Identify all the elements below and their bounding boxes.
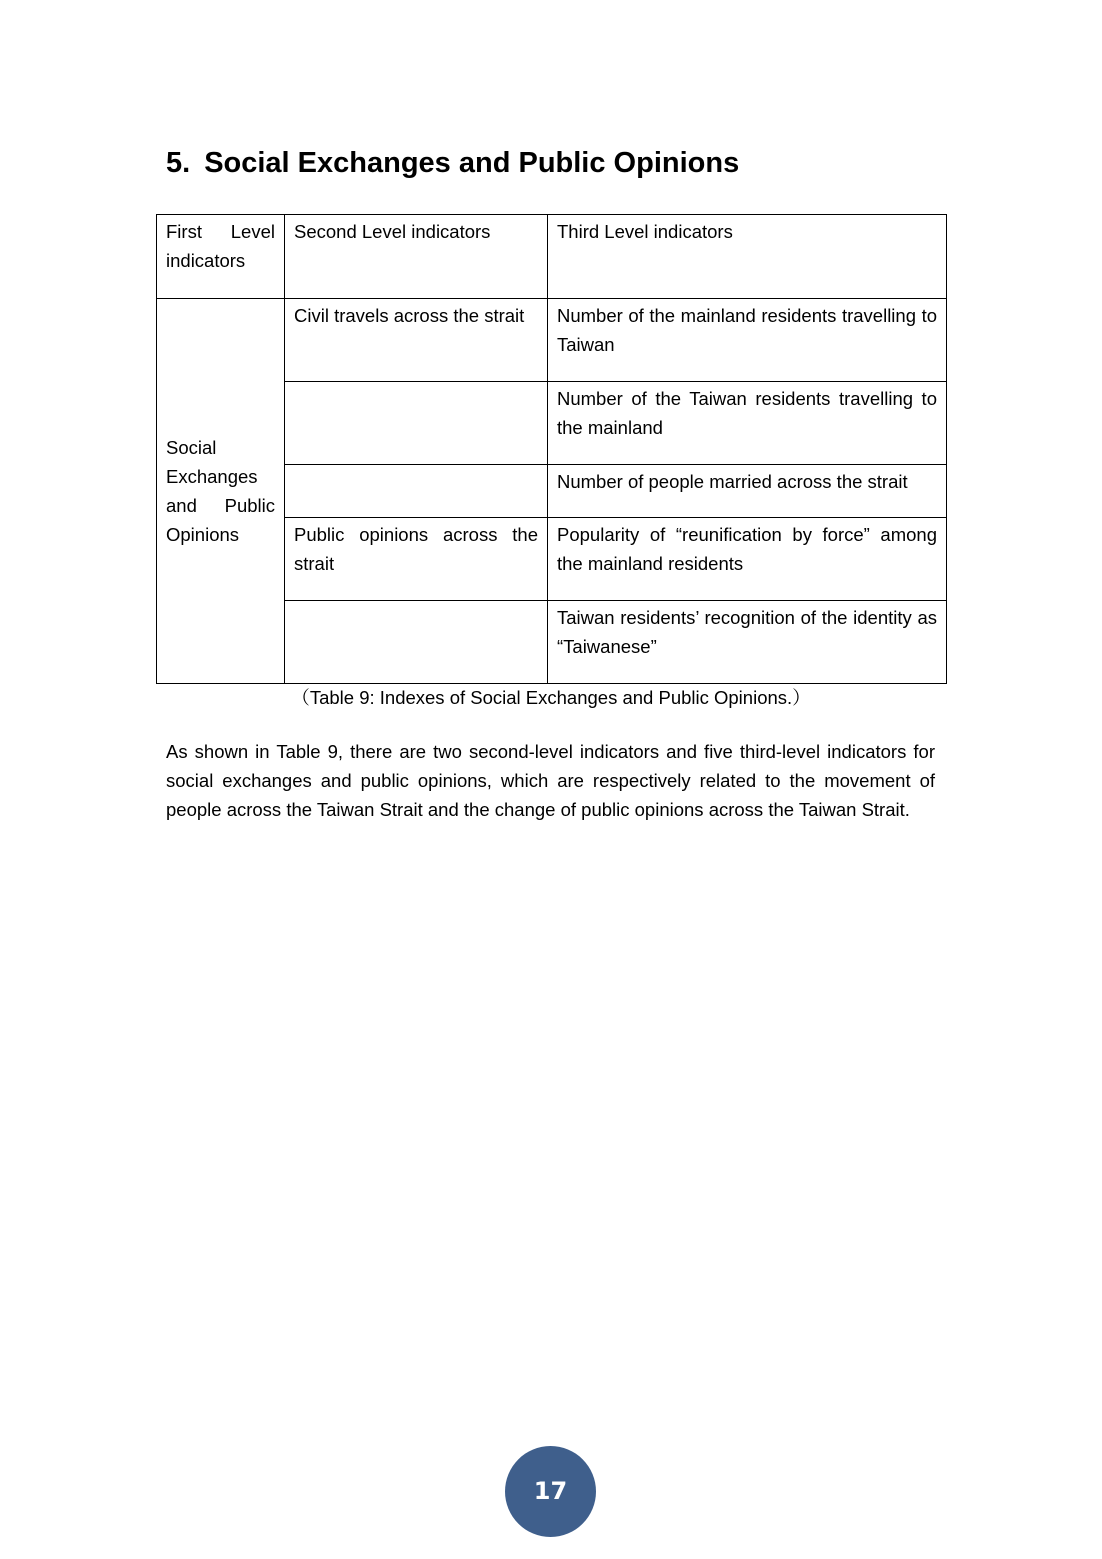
section-title: Social Exchanges and Public Opinions xyxy=(204,147,740,179)
page-number-badge: 17 xyxy=(505,1446,596,1537)
third-level-cell: Number of the Taiwan residents travelling to the mainland xyxy=(548,382,947,465)
table-header-row xyxy=(157,215,947,299)
second-level-cell: Public opinions across the strait xyxy=(285,518,548,601)
section-number: 5. xyxy=(166,147,191,179)
second-level-cell xyxy=(285,465,548,518)
header-first-level: First Level indicators xyxy=(157,215,285,299)
third-level-cell: Popularity of “reunification by force” among the mainland residents xyxy=(548,518,947,601)
third-level-cell: Number of the mainland residents travelling to Taiwan xyxy=(548,299,947,382)
indicators-table xyxy=(156,214,947,684)
second-level-cell xyxy=(285,601,548,684)
second-level-cell: Civil travels across the strait xyxy=(285,299,548,382)
table-row xyxy=(157,299,947,382)
third-level-cell: Taiwan residents’ recognition of the identity as “Taiwanese” xyxy=(548,601,947,684)
body-paragraph: As shown in Table 9, there are two second-level indicators and five third-level indicators for social exchanges and public opinions, which are respectively related to the movement of people across the Taiwan Strait and the change of public opinions across the Taiwan Strait. xyxy=(166,741,935,820)
first-level-cell: Social Exchanges and Public Opinions xyxy=(157,299,285,684)
section-heading xyxy=(166,144,739,182)
table-caption: （Table 9: Indexes of Social Exchanges and Public Opinions.） xyxy=(291,687,811,708)
header-second-level: Second Level indicators xyxy=(285,215,548,299)
third-level-cell: Number of people married across the strait xyxy=(548,465,947,518)
header-third-level: Third Level indicators xyxy=(548,215,947,299)
second-level-cell xyxy=(285,382,548,465)
